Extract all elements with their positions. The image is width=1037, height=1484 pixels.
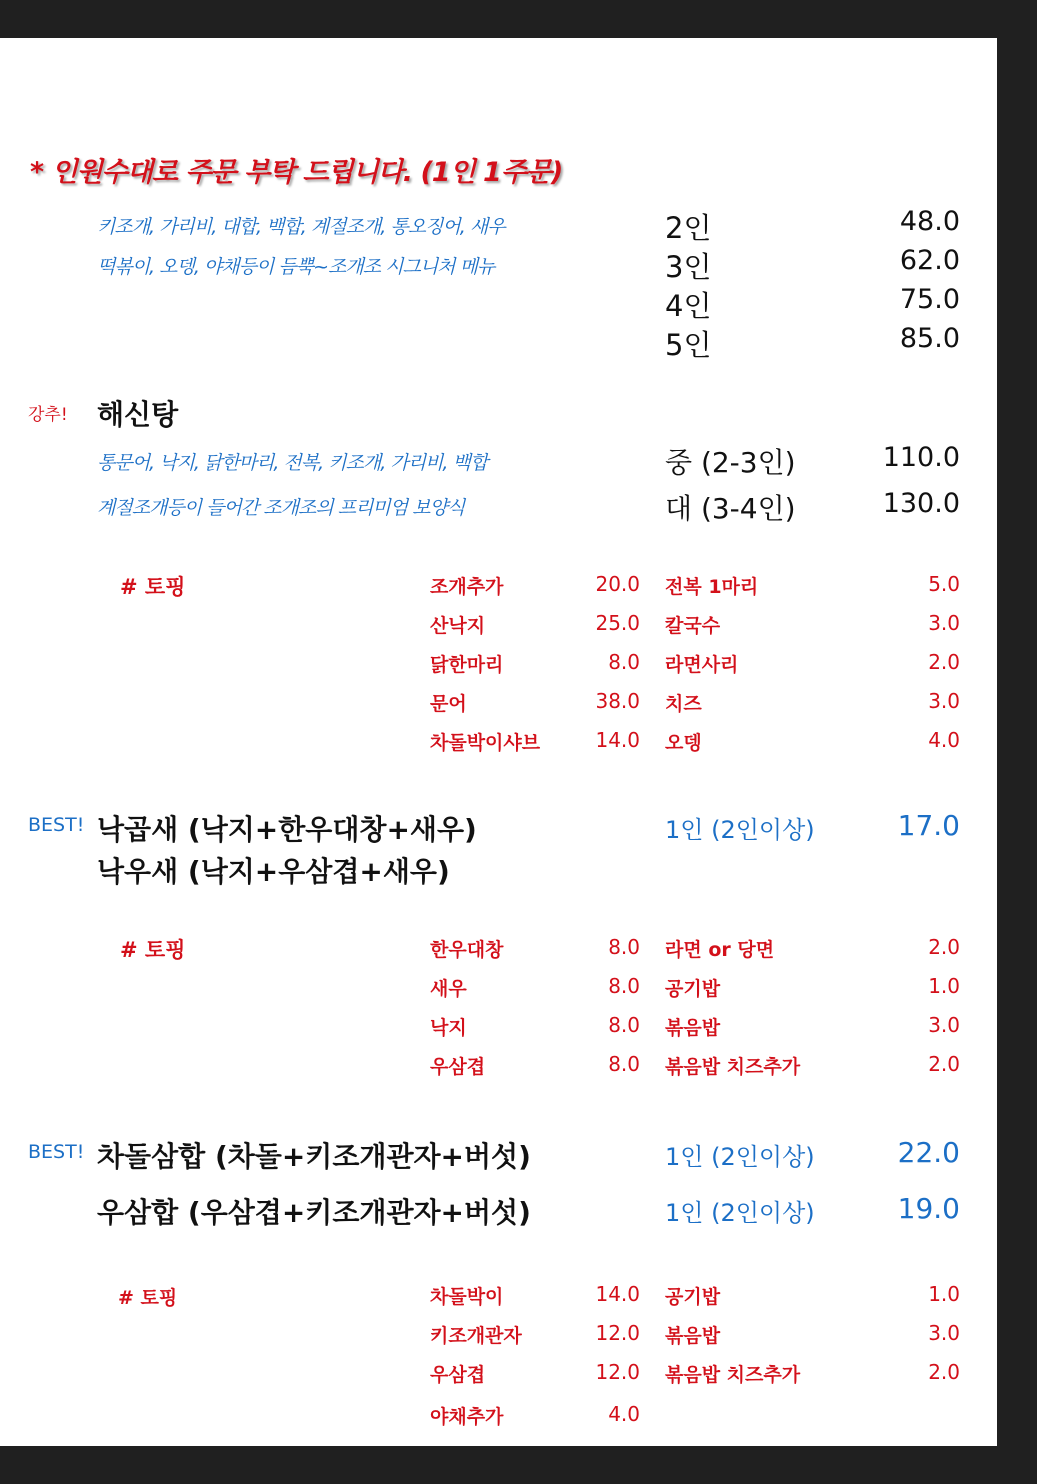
topping-item: 산낙지 [430,615,486,637]
nakgopsae-topping-label: # 토핑 [120,938,186,962]
topping-price: 2.0 [928,1052,960,1076]
haesintang-price-medium: 110.0 [882,442,960,473]
signature-size-5: 5인 [665,328,712,362]
topping-price: 8.0 [608,935,640,959]
topping-price: 12.0 [595,1321,640,1345]
topping-item: 차돌박이 [430,1286,504,1308]
topping-item: 오뎅 [665,732,702,754]
topping-item: 전복 1마리 [665,576,759,598]
nakgopsae-title: 낙곱새 (낙지+한우대창+새우) [97,813,477,846]
haesintang-desc-1: 통문어, 낙지, 닭한마리, 전복, 키조개, 가리비, 백합 [97,452,488,474]
topping-item: 볶음밥 치즈추가 [665,1056,801,1078]
topping-price: 8.0 [608,650,640,674]
topping-price: 3.0 [928,1013,960,1037]
signature-price-2: 48.0 [899,206,960,237]
topping-item: 차돌박이샤브 [430,732,541,754]
signature-size-4: 4인 [665,289,712,323]
best-badge: BEST! [28,1141,85,1163]
topping-price: 1.0 [928,974,960,998]
topping-item: 야채추가 [430,1406,504,1428]
topping-item: 한우대창 [430,939,504,961]
chadol-samhap-title: 차돌삼합 (차돌+키조개관자+버섯) [97,1140,531,1173]
topping-price: 3.0 [928,689,960,713]
topping-price: 2.0 [928,650,960,674]
nakgopsae-price: 17.0 [897,809,960,842]
signature-price-3: 62.0 [899,245,960,276]
topping-item: 볶음밥 치즈추가 [665,1364,801,1386]
nakgopsae-unit: 1인 (2인이상) [665,816,815,844]
best-badge: BEST! [28,814,85,836]
topping-price: 1.0 [928,1282,960,1306]
topping-item: 볶음밥 [665,1017,721,1039]
topping-price: 3.0 [928,1321,960,1345]
haesintang-size-medium: 중 (2-3인) [665,446,796,479]
topping-price: 5.0 [928,572,960,596]
signature-size-3: 3인 [665,250,712,284]
haesintang-topping-label: # 토핑 [120,575,186,599]
haesintang-price-large: 130.0 [882,488,960,519]
topping-price: 14.0 [595,728,640,752]
topping-item: 문어 [430,693,467,715]
topping-price: 12.0 [595,1360,640,1384]
topping-price: 4.0 [928,728,960,752]
topping-price: 3.0 [928,611,960,635]
signature-price-5: 85.0 [899,323,960,354]
recommend-badge: 강추! [28,405,68,425]
signature-desc-2: 떡볶이, 오뎅, 야채등이 듬뿍~조개조 시그니처 메뉴 [97,256,495,278]
haesintang-desc-2: 계절조개등이 들어간 조개조의 프리미엄 보양식 [97,497,465,519]
topping-item: 치즈 [665,693,702,715]
topping-item: 우삼겹 [430,1056,486,1078]
topping-item: 공기밥 [665,978,721,1000]
topping-price: 20.0 [595,572,640,596]
signature-price-4: 75.0 [899,284,960,315]
topping-item: 공기밥 [665,1286,721,1308]
topping-price: 8.0 [608,1013,640,1037]
topping-price: 2.0 [928,1360,960,1384]
topping-item: 칼국수 [665,615,721,637]
signature-desc-1: 키조개, 가리비, 대합, 백합, 계절조개, 통오징어, 새우 [97,216,505,238]
topping-item: 우삼겹 [430,1364,486,1386]
topping-item: 조개추가 [430,576,504,598]
order-notice: * 인원수대로 주문 부탁 드립니다. (1인 1주문) [30,157,563,188]
topping-price: 38.0 [595,689,640,713]
topping-item: 닭한마리 [430,654,504,676]
chadol-samhap-price: 22.0 [897,1136,960,1169]
topping-price: 8.0 [608,974,640,998]
chadol-samhap-unit: 1인 (2인이상) [665,1143,815,1171]
topping-price: 2.0 [928,935,960,959]
topping-item: 새우 [430,978,467,1000]
topping-price: 14.0 [595,1282,640,1306]
topping-item: 라면사리 [665,654,739,676]
topping-price: 8.0 [608,1052,640,1076]
topping-item: 볶음밥 [665,1325,721,1347]
haesintang-size-large: 대 (3-4인) [665,492,796,525]
haesintang-title: 해신탕 [97,398,179,431]
usamhap-price: 19.0 [897,1192,960,1225]
topping-item: 키조개관자 [430,1325,522,1347]
usamhap-unit: 1인 (2인이상) [665,1199,815,1227]
topping-item: 낙지 [430,1017,467,1039]
topping-price: 4.0 [608,1402,640,1426]
usamhap-title: 우삼합 (우삼겹+키조개관자+버섯) [97,1196,531,1229]
menu-page [0,38,997,1446]
chadol-topping-label: # 토핑 [118,1287,178,1309]
signature-size-2: 2인 [665,211,712,245]
nakusae-title: 낙우새 (낙지+우삼겹+새우) [97,855,450,888]
topping-price: 25.0 [595,611,640,635]
topping-item: 라면 or 당면 [665,939,775,961]
